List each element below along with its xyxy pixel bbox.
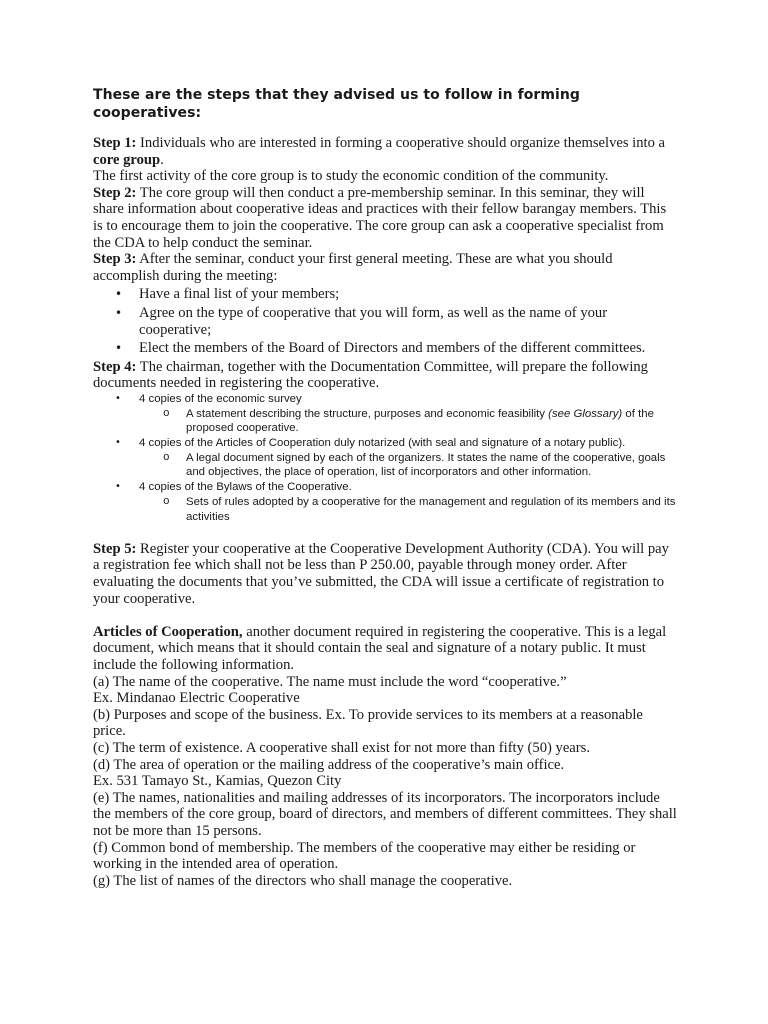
step-3-paragraph <box>93 251 678 284</box>
required-documents-list <box>93 392 678 524</box>
document-title-economic-survey: 4 copies of the economic survey <box>139 392 302 405</box>
article-line-g: (g) The list of names of the directors who shall manage the cooperative. <box>93 872 513 889</box>
step-4-text: The chairman, together with the Documentation Committee, will prepare the following documents needed in registering the cooperative. <box>93 358 648 392</box>
article-line-d-example: Ex. 531 Tamayo St., Kamias, Quezon City <box>93 773 342 790</box>
list-item: • Have a final list of your members; <box>93 286 678 303</box>
list-item <box>93 436 678 480</box>
step-3-text: After the seminar, conduct your first general meeting. These are what you should accomplish during the meeting: <box>93 251 613 284</box>
article-line-b: (b) Purposes and scope of the business. Ex. To provide services to its members at a reasonable price. <box>93 706 643 740</box>
spacer <box>93 524 678 541</box>
article-line-d: (d) The area of operation or the mailing address of the cooperative’s main office. <box>93 756 565 773</box>
article-line-c: (c) The term of existence. A cooperative shall exist for not more than fifty (50) years. <box>93 739 590 756</box>
list-item <box>139 407 678 436</box>
spacer <box>93 607 678 624</box>
step-1-end: . <box>160 151 164 168</box>
step-1-followup: The first activity of the core group is to study the economic condition of the community. <box>93 168 609 185</box>
step-4-paragraph <box>93 359 678 392</box>
article-line-e: (e) The names, nationalities and mailing addresses of its incorporators. The incorporators include the members of the core group, board of directors, and members of different committees. They shall not be more than 15 persons. <box>93 789 677 839</box>
articles-label: Articles of Cooperation, <box>93 623 243 640</box>
list-item <box>93 480 678 524</box>
step-2-label: Step 2: <box>93 184 137 201</box>
article-line-f: (f) Common bond of membership. The members of the cooperative may either be residing or working in the intended area of operation. <box>93 839 636 873</box>
list-item: • Agree on the type of cooperative that you will form, as well as the name of your cooperative; <box>93 305 678 338</box>
step-3-label: Step 3: <box>93 251 137 268</box>
list-item: • Elect the members of the Board of Directors and members of the different committees. <box>93 340 678 357</box>
document-title-bylaws: 4 copies of the Bylaws of the Cooperative. <box>139 481 352 494</box>
step-5-text: Register your cooperative at the Cooperative Development Authority (CDA). You will pay a registration fee which shall not be less than P 250.00, payable through money order. After evaluating the documents that you’ve submitted, the CDA will issue a certificate of registration to your cooperative. <box>93 540 669 607</box>
document-description: A statement describing the structure, purposes and economic feasibility <box>186 407 549 420</box>
step-1-text: Individuals who are interested in forming a cooperative should organize themselves into a <box>136 135 665 151</box>
document-body <box>93 135 678 889</box>
step-4-label: Step 4: <box>93 358 137 375</box>
list-item <box>93 392 678 436</box>
articles-paragraph <box>93 624 678 674</box>
list-item: o A legal document signed by each of the organizers. It states the name of the cooperative, goals and objectives, the place of operation, list of incorporators and other information. <box>139 451 678 480</box>
step-1-label: Step 1: <box>93 135 137 151</box>
document-title-articles: 4 copies of the Articles of Cooperation duly notarized (with seal and signature of a notary public). <box>139 437 626 450</box>
article-line-a: (a) The name of the cooperative. The name must include the word “cooperative.” <box>93 673 567 690</box>
step-5-label: Step 5: <box>93 540 137 557</box>
core-group-term: core group <box>93 151 161 168</box>
articles-text: another document required in registering the cooperative. This is a legal document, which means that it should contain the seal and signature of a notary public. It must include the following information. <box>93 623 667 673</box>
list-item: o Sets of rules adopted by a cooperative for the management and regulation of its members and its activities <box>139 495 678 524</box>
step-5-paragraph <box>93 541 678 607</box>
article-line-a-example: Ex. Mindanao Electric Cooperative <box>93 690 300 707</box>
step-1-paragraph <box>93 135 678 168</box>
step-2-paragraph <box>93 185 678 251</box>
glossary-reference: (see Glossary) <box>548 407 623 420</box>
step-2-text: The core group will then conduct a pre-membership seminar. In this seminar, they will share information about cooperative ideas and practices with their fellow barangay members. This is to encourage them to join the cooperative. The core group can ask a cooperative specialist from the CDA to help conduct the seminar. <box>93 184 667 251</box>
document-description-end: of the proposed cooperative. <box>186 407 654 435</box>
meeting-task-list <box>93 286 678 356</box>
document-title: These are the steps that they advised us to follow in forming cooperatives: <box>93 87 580 121</box>
